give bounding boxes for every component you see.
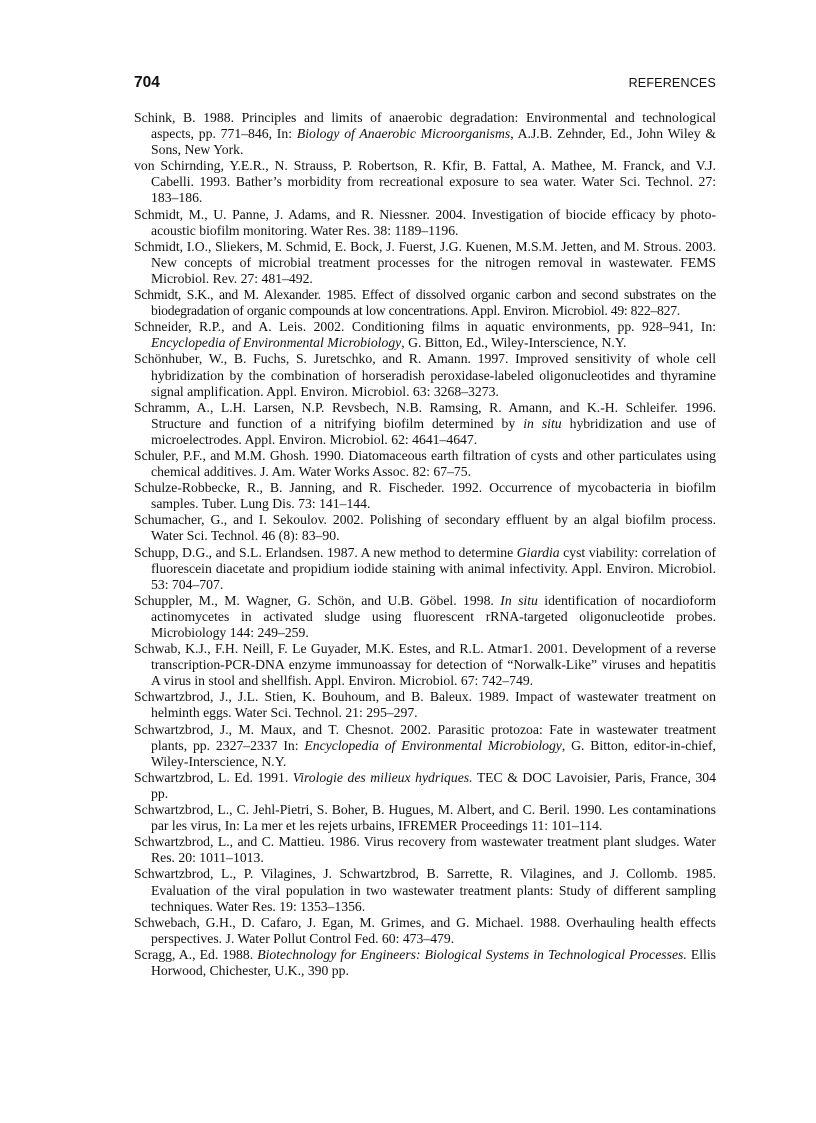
reference-entry bbox=[134, 287, 716, 319]
reference-text: von Schirnding, Y.E.R., N. Strauss, P. Robertson, R. Kfir, B. Fattal, A. Mathee, M. Franck, and V.J. Cabelli. 1993. Bather’s morbidity from recreational exposure to sea water. Water Sci. Technol. 27: 183–186. bbox=[134, 158, 716, 206]
reference-text: Schwartzbrod, L., C. Jehl-Pietri, S. Boher, B. Hugues, M. Albert, and C. Beril. 1990. Les contaminations par les virus, In: La mer et les rejets urbains, IFREMER Proceedings 11: 101–114. bbox=[134, 802, 716, 834]
reference-entry bbox=[134, 480, 716, 512]
reference-text: , G. Bitton, Ed., Wiley-Interscience, N.Y. bbox=[401, 335, 627, 351]
reference-entry bbox=[134, 400, 716, 448]
reference-text: Schmidt, I.O., Sliekers, M. Schmid, E. Bock, J. Fuerst, J.G. Kuenen, M.S.M. Jetten, and M. Strous. 2003. New concepts of microbial treatment processes for the nitrogen removal in wastewater. FEMS Microbiol. Rev. 27: 481–492. bbox=[134, 238, 716, 286]
reference-entry bbox=[134, 834, 716, 866]
reference-text: cyst viability: correlation of fluorescein diacetate and propidium iodide staining with animal infectivity. Appl. Environ. Microbiol. 53: 704–707. bbox=[151, 544, 717, 592]
reference-text: Schink, B. 1988. Principles and limits of anaerobic degradation: Environmental and technological aspects, pp. 771–846, In: bbox=[134, 110, 716, 142]
reference-text: Schuppler, M., M. Wagner, G. Schön, and U.B. Göbel. 1998. bbox=[134, 592, 501, 608]
reference-list bbox=[134, 110, 716, 979]
reference-text: , G. Bitton, editor-in-chief, Wiley-Interscience, N.Y. bbox=[151, 737, 716, 769]
reference-text: Schwartzbrod, J., M. Maux, and T. Chesnot. 2002. Parasitic protozoa: Fate in wastewater treatment plants, pp. 2327–2337 In: bbox=[134, 721, 716, 753]
reference-entry bbox=[134, 319, 716, 351]
reference-entry bbox=[134, 722, 716, 770]
reference-entry bbox=[134, 110, 716, 158]
italic-title: Biotechnology for Engineers: Biological Systems in Technological Processes. bbox=[257, 946, 687, 962]
reference-entry bbox=[134, 593, 716, 641]
reference-text: Schulze-Robbecke, R., B. Janning, and R. Fischeder. 1992. Occurrence of mycobacteria in biofilm samples. Tuber. Lung Dis. 73: 141–144. bbox=[134, 480, 716, 512]
reference-entry bbox=[134, 207, 716, 239]
reference-text: , A.J.B. Zehnder, Ed., John Wiley & Sons, New York. bbox=[151, 126, 716, 158]
running-head: REFERENCES bbox=[628, 76, 716, 90]
reference-entry bbox=[134, 866, 716, 914]
reference-text: Ellis Horwood, Chichester, U.K., 390 pp. bbox=[151, 946, 716, 978]
reference-text: Schwebach, G.H., D. Cafaro, J. Egan, M. Grimes, and G. Michael. 1988. Overhauling health effects perspectives. J. Water Pollut Control Fed. 60: 473–479. bbox=[134, 914, 716, 946]
reference-text: Schwab, K.J., F.H. Neill, F. Le Guyader, M.K. Estes, and R.L. Atmar1. 2001. Development of a reverse transcription-PCR-DNA enzyme immunoassay for detection of “Norwalk-Like” viruses and hepatitis A virus in stool and shellfish. Appl. Environ. Microbiol. 67: 742–749. bbox=[134, 641, 716, 689]
reference-entry bbox=[134, 158, 716, 206]
reference-entry bbox=[134, 641, 716, 689]
italic-title: Encyclopedia of Environmental Microbiology bbox=[304, 737, 562, 753]
reference-entry bbox=[134, 239, 716, 287]
italic-title: Biology of Anaerobic Microorganisms bbox=[296, 126, 511, 142]
italic-title: Giardia bbox=[516, 544, 560, 560]
reference-entry bbox=[134, 448, 716, 480]
italic-title: Encyclopedia of Environmental Microbiology bbox=[151, 335, 402, 351]
reference-text: Scragg, A., Ed. 1988. bbox=[134, 946, 258, 962]
italic-title: Virologie des milieux hydriques. bbox=[292, 769, 473, 785]
reference-text: Schwartzbrod, L., P. Vilagines, J. Schwartzbrod, B. Sarrette, R. Vilagines, and J. Collomb. 1985. Evaluation of the viral population in two wastewater treatment plants: Study of different sampling techniques. Water Res. 19: 1353–1356. bbox=[134, 866, 716, 914]
reference-entry bbox=[134, 770, 716, 802]
reference-text: Schönhuber, W., B. Fuchs, S. Juretschko, and R. Amann. 1997. Improved sensitivity of whole cell hybridization by the combination of horseradish peroxidase-labeled oligonucleotides and thyramine signal amplification. Appl. Environ. Microbiol. 63: 3268–3273. bbox=[134, 351, 716, 399]
reference-text: Schwartzbrod, L., and C. Mattieu. 1986. Virus recovery from wastewater treatment plant sludges. Water Res. 20: 1011–1013. bbox=[134, 834, 716, 866]
reference-text: Schuler, P.F., and M.M. Ghosh. 1990. Diatomaceous earth filtration of cysts and other particulates using chemical additives. J. Am. Water Works Assoc. 82: 67–75. bbox=[134, 447, 716, 480]
page-header bbox=[134, 74, 716, 96]
reference-text: Schwartzbrod, L. Ed. 1991. bbox=[134, 769, 293, 785]
reference-entry bbox=[134, 947, 716, 979]
reference-text: TEC & DOC Lavoisier, Paris, France, 304 pp. bbox=[151, 769, 716, 801]
reference-text: Schwartzbrod, J., J.L. Stien, K. Bouhoum, and B. Baleux. 1989. Impact of wastewater treatment on helminth eggs. Water Sci. Technol. 21: 295–297. bbox=[134, 689, 716, 721]
reference-text: identification of nocardioform actinomycetes in activated sludge using fluorescent rRNA-targeted oligonucleotide probes. Microbiology 144: 249–259. bbox=[151, 592, 717, 640]
reference-text: Schumacher, G., and I. Sekoulov. 2002. Polishing of secondary effluent by an algal biofilm process. Water Sci. Technol. 46 (8): 83–90. bbox=[134, 512, 716, 544]
reference-text: hybridization and use of microelectrodes. Appl. Environ. Microbiol. 62: 4641–4647. bbox=[151, 415, 716, 447]
reference-text: Schupp, D.G., and S.L. Erlandsen. 1987. A new method to determine bbox=[134, 544, 517, 560]
reference-text: Schneider, R.P., and A. Leis. 2002. Conditioning films in aquatic environments, pp. 928–941, In: bbox=[134, 319, 716, 335]
page-number: 704 bbox=[134, 74, 160, 91]
reference-entry bbox=[134, 351, 716, 399]
reference-entry bbox=[134, 689, 716, 721]
italic-title: in situ bbox=[523, 415, 562, 431]
reference-entry bbox=[134, 802, 716, 834]
reference-entry bbox=[134, 545, 716, 593]
reference-entry bbox=[134, 512, 716, 544]
reference-text: Schramm, A., L.H. Larsen, N.P. Revsbech, N.B. Ramsing, R. Amann, and K.-H. Schleifer. 1996. Structure and function of a nitrifying biofilm determined by bbox=[134, 399, 716, 431]
reference-entry bbox=[134, 915, 716, 947]
reference-text: Schmidt, S.K., and M. Alexander. 1985. Effect of dissolved organic carbon and second substrates on the biodegradation of organic compounds at low concentrations. Appl. Environ. Microbiol. 49: 822–827. bbox=[134, 287, 716, 319]
reference-text: Schmidt, M., U. Panne, J. Adams, and R. Niessner. 2004. Investigation of biocide efficacy by photo-acoustic biofilm monitoring. Water Res. 38: 1189–1196. bbox=[134, 206, 716, 238]
italic-title: In situ bbox=[500, 592, 538, 608]
